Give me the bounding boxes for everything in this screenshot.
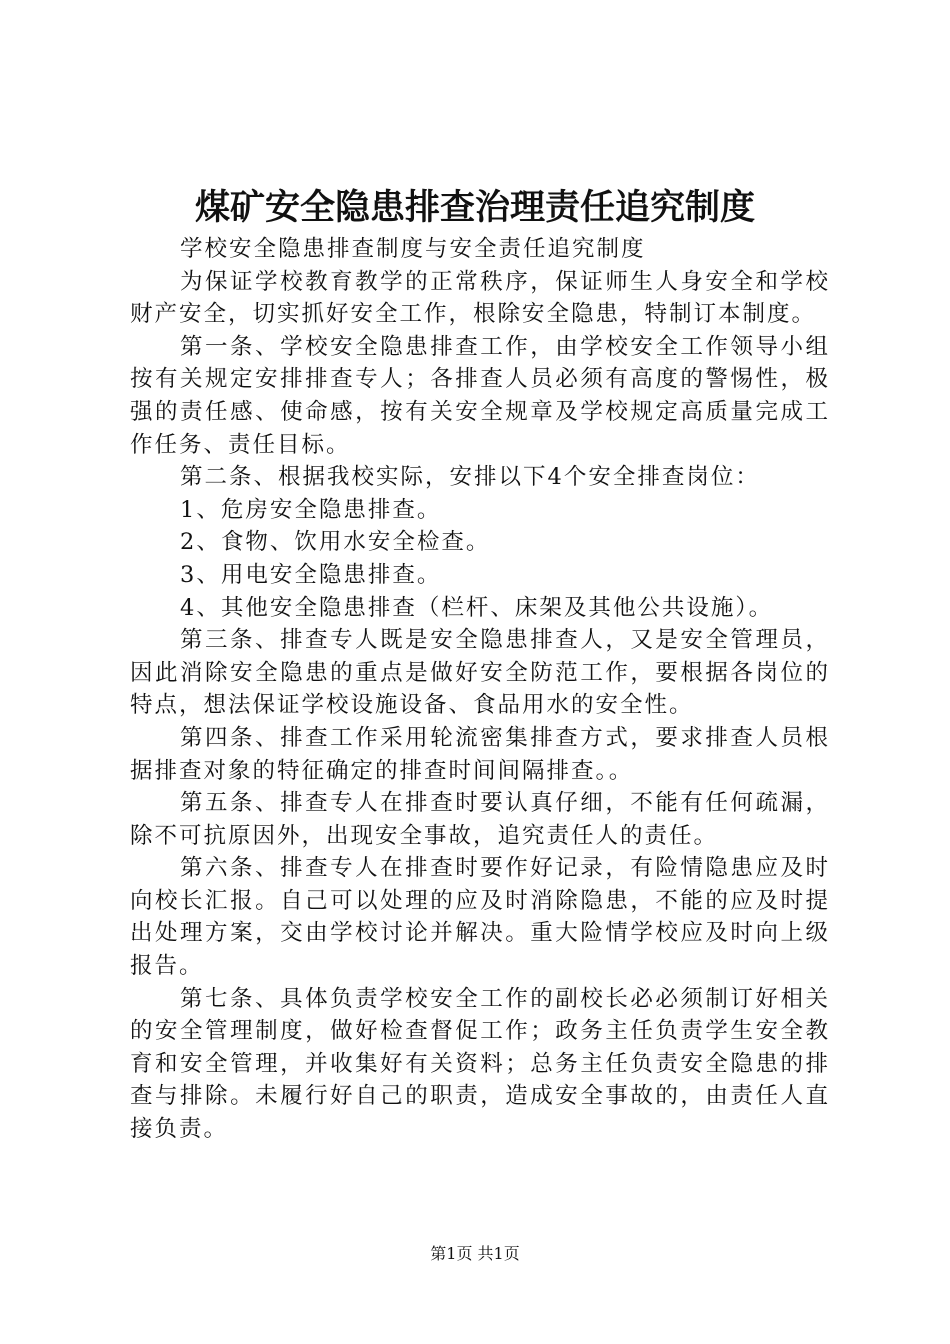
list-item-4: 4、其他安全隐患排查（栏杆、床架及其他公共设施）。 xyxy=(180,594,774,621)
article-4-paragraph: 第四条、排查工作采用轮流密集排查方式，要求排查人员根据排查对象的特征确定的排查时间间隔排查。。 xyxy=(130,724,830,784)
document-title: 煤矿安全隐患排查治理责任追究制度 xyxy=(194,187,755,228)
list-item-2: 2、食物、饮用水安全检查。 xyxy=(180,529,491,556)
article-2-paragraph: 第二条、根据我校实际，安排以下4个安全排查岗位： xyxy=(180,464,760,491)
article-6-paragraph: 第六条、排查专人在排查时要作好记录，有险情隐患应及时向校长汇报。自己可以处理的应及时消除隐患，不能的应及时提出处理方案，交由学校讨论并解决。重大险情学校应及时向上级报告。 xyxy=(130,855,830,980)
article-3-paragraph: 第三条、排查专人既是安全隐患排查人，又是安全管理员，因此消除安全隐患的重点是做好安全防范工作，要根据各岗位的特点，想法保证学校设施设备、食品用水的安全性。 xyxy=(130,627,830,719)
article-1-paragraph: 第一条、学校安全隐患排查工作，由学校安全工作领导小组按有关规定安排排查专人；各排查人员必须有高度的警惕性，极强的责任感、使命感，按有关安全规章及学校规定高质量完成工作任务、责任目标。 xyxy=(130,333,830,458)
list-item-3: 3、用电安全隐患排查。 xyxy=(180,561,442,588)
article-7-paragraph: 第七条、具体负责学校安全工作的副校长必必须制订好相关的安全管理制度，做好检查督促工作；政务主任负责学生安全教育和安全管理，并收集好有关资料；总务主任负责安全隐患的排查与排除。未履行好自己的职责，造成安全事故的，由责任人直接负责。 xyxy=(130,985,830,1143)
list-item-1: 1、危房安全隐患排查。 xyxy=(180,496,442,523)
article-5-paragraph: 第五条、排查专人在排查时要认真仔细，不能有任何疏漏，除不可抗原因外，出现安全事故，追究责任人的责任。 xyxy=(130,790,830,849)
subtitle-paragraph: 学校安全隐患排查制度与安全责任追究制度 xyxy=(180,236,646,262)
intro-paragraph: 为保证学校教育教学的正常秩序，保证师生人身安全和学校财产安全，切实抓好安全工作，根除安全隐患，特制订本制度。 xyxy=(130,268,830,328)
document-body xyxy=(130,233,830,1146)
page-footer: 第1页 共1页 xyxy=(430,1244,520,1263)
